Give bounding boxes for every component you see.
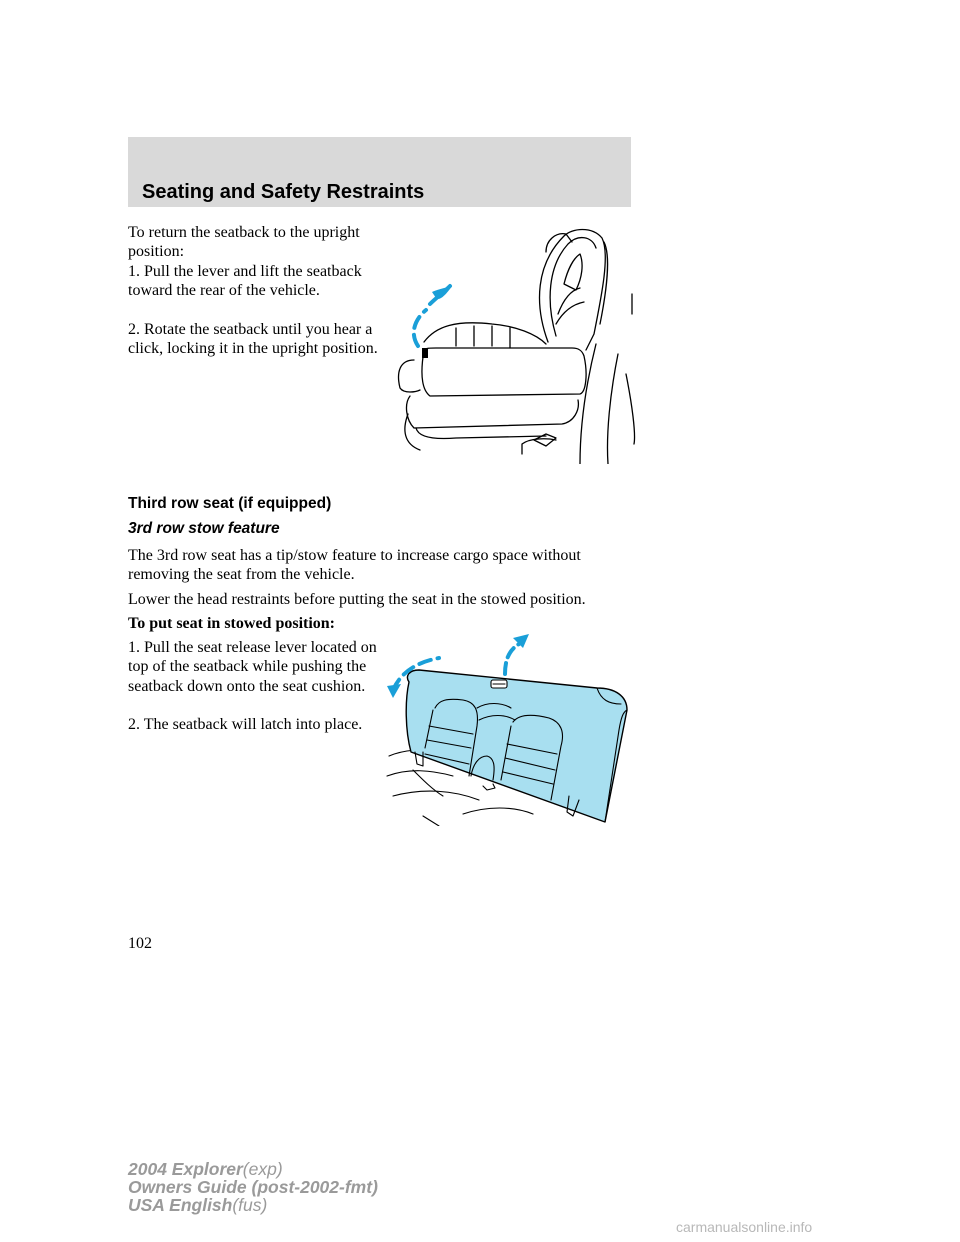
- stow-feature-paragraph: The 3rd row seat has a tip/stow feature to increase cargo space without removing the seat from the vehicle.: [128, 547, 581, 584]
- stow-feature-subheading: 3rd row stow feature: [128, 520, 280, 537]
- footer-language-code: (fus): [232, 1195, 268, 1215]
- step-1-paragraph: 1. Pull the lever and lift the seatback toward the rear of the vehicle.: [128, 263, 362, 300]
- step-2-paragraph: 2. Rotate the seatback until you hear a click, locking it in the upright position.: [128, 321, 378, 358]
- head-restraint-paragraph: Lower the head restraints before putting the seat in the stowed position.: [128, 591, 586, 608]
- third-row-stow-illustration: [383, 630, 635, 826]
- footer-language: USA English: [128, 1195, 233, 1215]
- section-title: Seating and Safety Restraints: [142, 181, 425, 203]
- footer-guide: Owners Guide (post-2002-fmt): [128, 1177, 378, 1197]
- footer-model: 2004 Explorer: [128, 1159, 243, 1179]
- document-footer: [128, 1160, 378, 1214]
- stow-step-1-paragraph: 1. Pull the seat release lever located on top of the seatback while pushing the seatback down onto the seat cushion.: [128, 639, 377, 695]
- page-number: 102: [128, 935, 152, 952]
- intro-paragraph: To return the seatback to the upright position:: [128, 224, 360, 261]
- third-row-heading: Third row seat (if equipped): [128, 495, 332, 512]
- footer-model-code: (exp): [242, 1159, 283, 1179]
- seatback-upright-illustration: [396, 224, 640, 464]
- watermark: carmanualsonline.info: [676, 1219, 813, 1235]
- stowed-position-heading: To put seat in stowed position:: [128, 615, 336, 632]
- stow-step-2-paragraph: 2. The seatback will latch into place.: [128, 716, 363, 733]
